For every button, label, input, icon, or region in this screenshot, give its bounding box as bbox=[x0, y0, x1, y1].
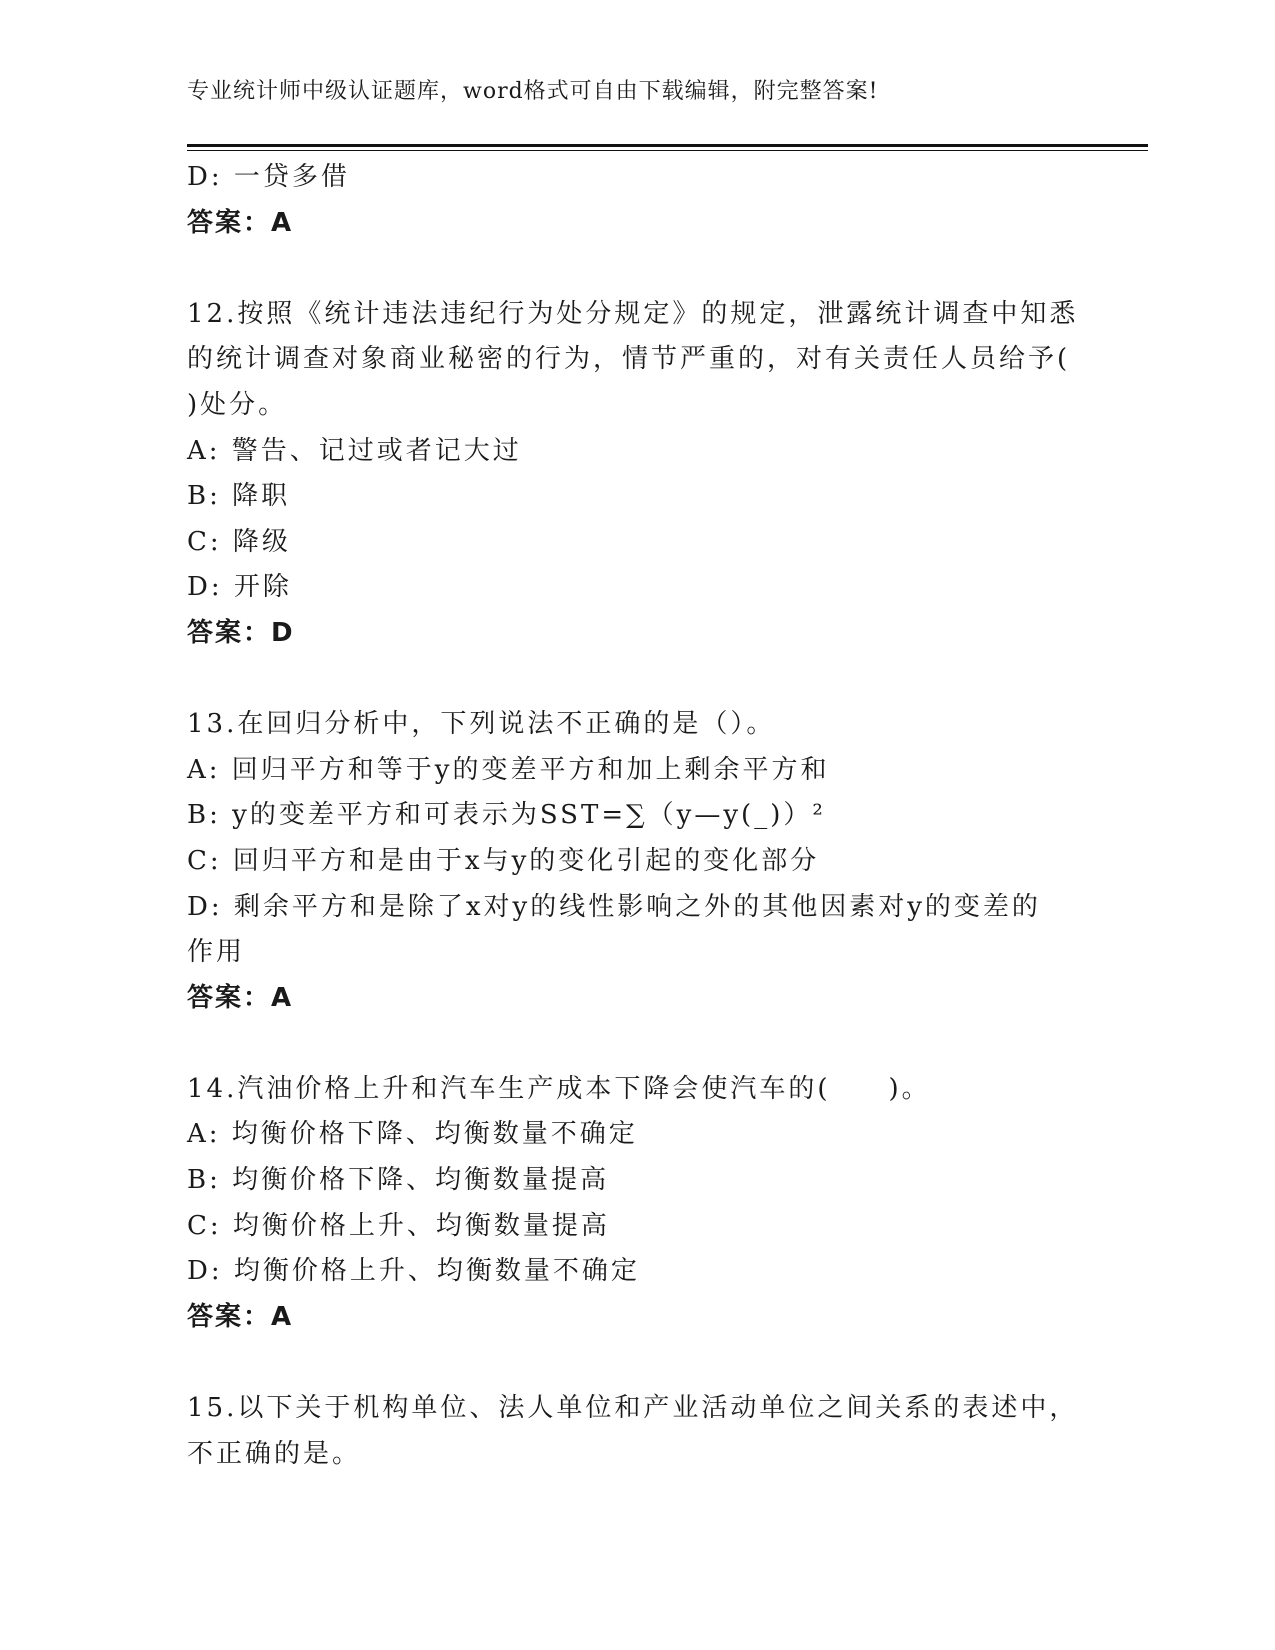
question-12 bbox=[187, 292, 1087, 657]
question-13 bbox=[187, 702, 1087, 1021]
question-stem: 13.在回归分析中，下列说法不正确的是（）。 bbox=[187, 709, 776, 740]
header-rule-thick bbox=[187, 144, 1148, 147]
page-header: 专业统计师中级认证题库，word格式可自由下载编辑，附完整答案! bbox=[187, 79, 879, 104]
question-stem: 12.按照《统计违法违纪行为处分规定》的规定，泄露统计调查中知悉 bbox=[187, 298, 1079, 329]
option-d: D: 开除 bbox=[187, 572, 292, 603]
option-a: A: 警告、记过或者记大过 bbox=[187, 435, 522, 466]
option-b: B: y的变差平方和可表示为SST=∑（y—y(_)）² bbox=[187, 800, 826, 831]
answer: 答案：A bbox=[187, 1301, 294, 1332]
option-a: A: 回归平方和等于y的变差平方和加上剩余平方和 bbox=[187, 754, 830, 785]
option-d: D: 均衡价格上升、均衡数量不确定 bbox=[187, 1256, 640, 1287]
option-a: A: 均衡价格下降、均衡数量不确定 bbox=[187, 1119, 638, 1150]
question-stem: 14.汽油价格上升和汽车生产成本下降会使汽车的( )。 bbox=[187, 1073, 931, 1104]
spacer bbox=[187, 1340, 1087, 1386]
question-stem: 15.以下关于机构单位、法人单位和产业活动单位之间关系的表述中， bbox=[187, 1393, 1079, 1424]
question-stem: )处分。 bbox=[187, 389, 288, 420]
spacer bbox=[187, 657, 1087, 703]
option-d: D: 一贷多借 bbox=[187, 162, 350, 192]
option-d: D: 剩余平方和是除了x对y的线性影响之外的其他因素对y的变差的 bbox=[187, 891, 1041, 922]
option-c: C: 回归平方和是由于x与y的变化引起的变化部分 bbox=[187, 845, 820, 876]
option-b: B: 均衡价格下降、均衡数量提高 bbox=[187, 1165, 610, 1196]
option-c: C: 降级 bbox=[187, 526, 291, 557]
option-b: B: 降职 bbox=[187, 481, 291, 512]
option-c: C: 均衡价格上升、均衡数量提高 bbox=[187, 1210, 610, 1241]
header-rule-thin bbox=[187, 150, 1148, 151]
question-stem: 的统计调查对象商业秘密的行为，情节严重的，对有关责任人员给予( bbox=[187, 344, 1071, 375]
spacer bbox=[187, 246, 1087, 292]
answer: 答案：D bbox=[187, 617, 295, 648]
spacer bbox=[187, 1021, 1087, 1067]
document-body bbox=[187, 155, 1087, 1477]
question-stem: 不正确的是。 bbox=[187, 1438, 362, 1469]
question-14 bbox=[187, 1067, 1087, 1341]
question-15 bbox=[187, 1386, 1087, 1477]
answer: 答案：A bbox=[187, 982, 294, 1013]
option-d-continued: 作用 bbox=[187, 937, 246, 968]
answer: 答案：A bbox=[187, 207, 294, 238]
